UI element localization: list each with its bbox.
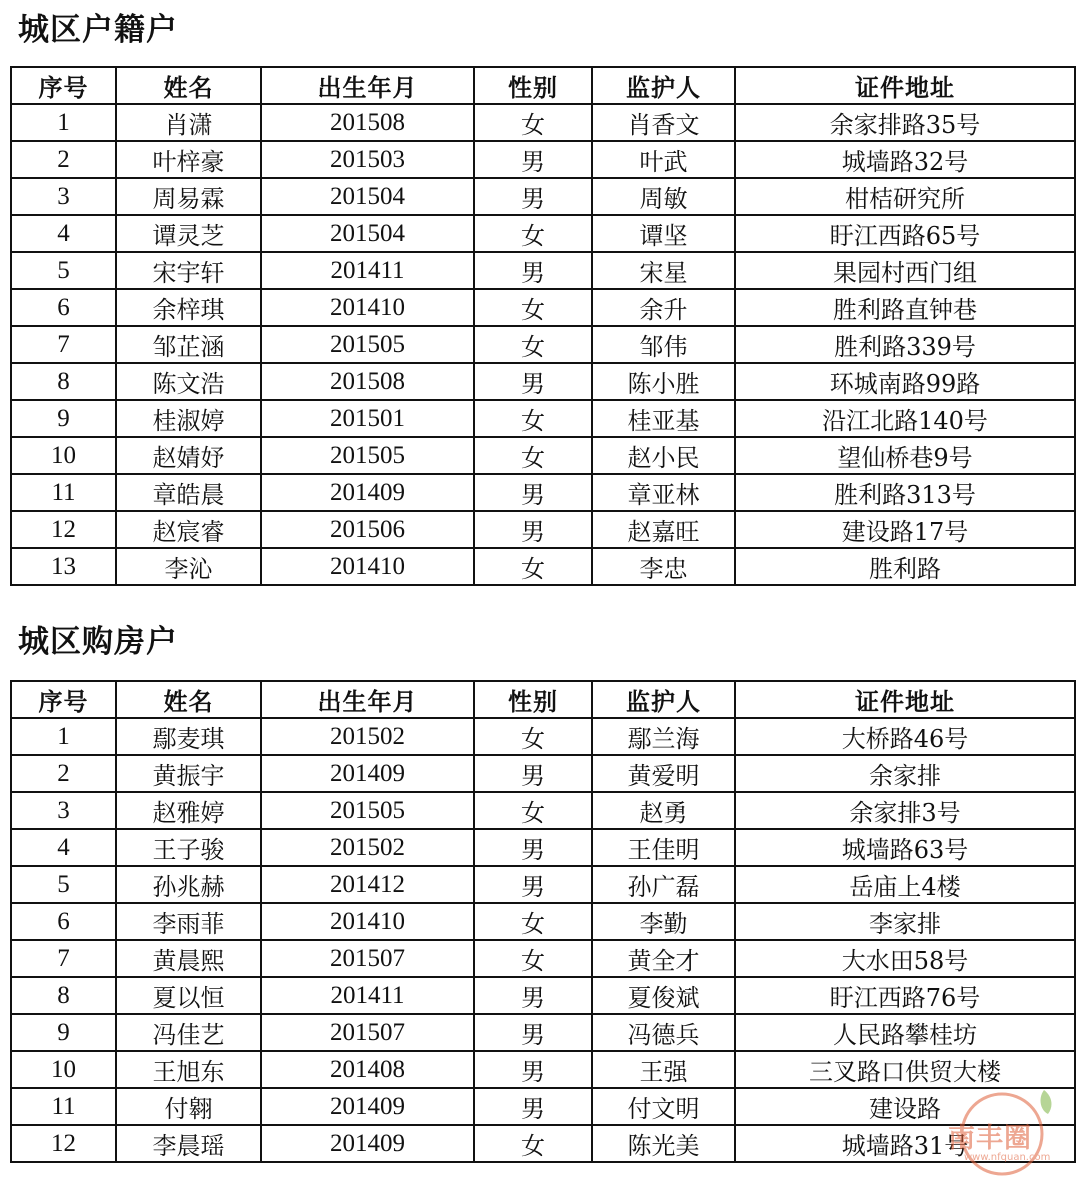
cell-address: 人民路攀桂坊: [735, 1014, 1075, 1051]
cell-birth: 201410: [261, 903, 474, 940]
cell-name: 冯佳艺: [116, 1014, 261, 1051]
cell-sex: 女: [474, 104, 592, 141]
cell-guardian: 付文明: [592, 1088, 735, 1125]
cell-sex: 女: [474, 215, 592, 252]
cell-name: 李晨瑶: [116, 1125, 261, 1162]
table-row: [11, 1014, 1075, 1051]
cell-sex: 女: [474, 1125, 592, 1162]
cell-birth: 201412: [261, 866, 474, 903]
cell-seq: 1: [11, 104, 116, 141]
cell-birth: 201506: [261, 511, 474, 548]
cell-birth: 201504: [261, 178, 474, 215]
cell-seq: 1: [11, 718, 116, 755]
cell-address: 城墙路32号: [735, 141, 1075, 178]
cell-address: 胜利路313号: [735, 474, 1075, 511]
cell-seq: 10: [11, 437, 116, 474]
cell-name: 黄振宇: [116, 755, 261, 792]
cell-seq: 8: [11, 977, 116, 1014]
header-seq: 序号: [11, 681, 116, 718]
cell-address: 李家排: [735, 903, 1075, 940]
cell-address: 城墙路31号: [735, 1125, 1075, 1162]
cell-seq: 9: [11, 400, 116, 437]
cell-address: 余家排3号: [735, 792, 1075, 829]
header-address: 证件地址: [735, 67, 1075, 104]
cell-address: 盱江西路76号: [735, 977, 1075, 1014]
cell-guardian: 叶武: [592, 141, 735, 178]
cell-seq: 3: [11, 178, 116, 215]
cell-sex: 男: [474, 141, 592, 178]
cell-guardian: 李勤: [592, 903, 735, 940]
cell-address: 胜利路直钟巷: [735, 289, 1075, 326]
cell-guardian: 宋星: [592, 252, 735, 289]
cell-seq: 7: [11, 326, 116, 363]
cell-birth: 201507: [261, 1014, 474, 1051]
cell-sex: 女: [474, 437, 592, 474]
cell-name: 陈文浩: [116, 363, 261, 400]
cell-name: 宋宇轩: [116, 252, 261, 289]
table-row: [11, 252, 1075, 289]
cell-name: 夏以恒: [116, 977, 261, 1014]
table-row: [11, 829, 1075, 866]
header-sex: 性别: [474, 681, 592, 718]
cell-name: 王子骏: [116, 829, 261, 866]
cell-birth: 201410: [261, 289, 474, 326]
cell-sex: 女: [474, 548, 592, 585]
cell-address: 环城南路99路: [735, 363, 1075, 400]
cell-address: 沿江北路140号: [735, 400, 1075, 437]
cell-guardian: 赵小民: [592, 437, 735, 474]
cell-name: 余梓琪: [116, 289, 261, 326]
cell-seq: 8: [11, 363, 116, 400]
cell-name: 桂淑婷: [116, 400, 261, 437]
cell-sex: 男: [474, 1088, 592, 1125]
table-row: [11, 141, 1075, 178]
cell-name: 邹芷涵: [116, 326, 261, 363]
cell-birth: 201409: [261, 474, 474, 511]
cell-guardian: 李忠: [592, 548, 735, 585]
cell-guardian: 赵嘉旺: [592, 511, 735, 548]
cell-seq: 7: [11, 940, 116, 977]
cell-birth: 201508: [261, 104, 474, 141]
cell-guardian: 陈光美: [592, 1125, 735, 1162]
cell-seq: 4: [11, 215, 116, 252]
watermark-logo: [940, 1082, 1070, 1178]
cell-seq: 4: [11, 829, 116, 866]
cell-name: 黄晨熙: [116, 940, 261, 977]
cell-address: 建设路17号: [735, 511, 1075, 548]
table-row: [11, 755, 1075, 792]
cell-address: 岳庙上4楼: [735, 866, 1075, 903]
cell-guardian: 谭坚: [592, 215, 735, 252]
cell-sex: 男: [474, 1051, 592, 1088]
cell-seq: 10: [11, 1051, 116, 1088]
header-address: 证件地址: [735, 681, 1075, 718]
table-row: [11, 548, 1075, 585]
cell-address: 城墙路63号: [735, 829, 1075, 866]
cell-name: 章皓晨: [116, 474, 261, 511]
table-row: [11, 1088, 1075, 1125]
cell-sex: 男: [474, 252, 592, 289]
cell-sex: 女: [474, 289, 592, 326]
roster-table-household-registered: [10, 66, 1076, 586]
table-row: [11, 178, 1075, 215]
table-row: [11, 289, 1075, 326]
table-row: [11, 977, 1075, 1014]
cell-guardian: 章亚林: [592, 474, 735, 511]
header-birth: 出生年月: [261, 681, 474, 718]
cell-seq: 11: [11, 474, 116, 511]
cell-sex: 女: [474, 792, 592, 829]
cell-address: 胜利路339号: [735, 326, 1075, 363]
cell-guardian: 王佳明: [592, 829, 735, 866]
cell-sex: 男: [474, 1014, 592, 1051]
cell-address: 建设路: [735, 1088, 1075, 1125]
cell-seq: 3: [11, 792, 116, 829]
cell-seq: 6: [11, 903, 116, 940]
cell-guardian: 肖香文: [592, 104, 735, 141]
cell-seq: 12: [11, 1125, 116, 1162]
cell-address: 大水田58号: [735, 940, 1075, 977]
cell-guardian: 赵勇: [592, 792, 735, 829]
cell-birth: 201501: [261, 400, 474, 437]
section-title-home-buyers: 城区购房户: [18, 624, 178, 660]
cell-name: 付翱: [116, 1088, 261, 1125]
table-header-row: [11, 67, 1075, 104]
cell-guardian: 黄全才: [592, 940, 735, 977]
cell-seq: 5: [11, 252, 116, 289]
cell-sex: 男: [474, 866, 592, 903]
cell-name: 鄢麦琪: [116, 718, 261, 755]
cell-sex: 女: [474, 718, 592, 755]
cell-name: 孙兆赫: [116, 866, 261, 903]
cell-birth: 201504: [261, 215, 474, 252]
cell-guardian: 周敏: [592, 178, 735, 215]
cell-seq: 5: [11, 866, 116, 903]
cell-birth: 201408: [261, 1051, 474, 1088]
header-guardian: 监护人: [592, 681, 735, 718]
cell-sex: 女: [474, 326, 592, 363]
table-row: [11, 511, 1075, 548]
cell-name: 赵婧妤: [116, 437, 261, 474]
cell-name: 王旭东: [116, 1051, 261, 1088]
cell-birth: 201409: [261, 1125, 474, 1162]
cell-sex: 女: [474, 400, 592, 437]
table-row: [11, 1125, 1075, 1162]
header-seq: 序号: [11, 67, 116, 104]
table-header-row: [11, 681, 1075, 718]
cell-seq: 11: [11, 1088, 116, 1125]
cell-seq: 2: [11, 141, 116, 178]
cell-name: 李雨菲: [116, 903, 261, 940]
table-row: [11, 326, 1075, 363]
cell-birth: 201502: [261, 718, 474, 755]
cell-sex: 男: [474, 474, 592, 511]
section-title-household-registered: 城区户籍户: [18, 12, 178, 48]
header-name: 姓名: [116, 67, 261, 104]
table-row: [11, 363, 1075, 400]
cell-seq: 12: [11, 511, 116, 548]
cell-guardian: 陈小胜: [592, 363, 735, 400]
table-row: [11, 215, 1075, 252]
cell-birth: 201411: [261, 252, 474, 289]
cell-sex: 男: [474, 178, 592, 215]
cell-address: 胜利路: [735, 548, 1075, 585]
header-sex: 性别: [474, 67, 592, 104]
cell-sex: 女: [474, 940, 592, 977]
cell-address: 余家排: [735, 755, 1075, 792]
table-row: [11, 903, 1075, 940]
cell-guardian: 孙广磊: [592, 866, 735, 903]
cell-address: 三叉路口供贸大楼: [735, 1051, 1075, 1088]
table-row: [11, 866, 1075, 903]
header-birth: 出生年月: [261, 67, 474, 104]
cell-birth: 201505: [261, 437, 474, 474]
cell-address: 大桥路46号: [735, 718, 1075, 755]
cell-sex: 男: [474, 363, 592, 400]
cell-seq: 2: [11, 755, 116, 792]
cell-name: 叶梓豪: [116, 141, 261, 178]
cell-name: 赵雅婷: [116, 792, 261, 829]
cell-seq: 9: [11, 1014, 116, 1051]
cell-birth: 201409: [261, 1088, 474, 1125]
cell-name: 肖潇: [116, 104, 261, 141]
cell-birth: 201505: [261, 326, 474, 363]
table-row: [11, 474, 1075, 511]
cell-seq: 13: [11, 548, 116, 585]
table-row: [11, 718, 1075, 755]
watermark-text: 南丰圈: [948, 1123, 1032, 1154]
cell-name: 李沁: [116, 548, 261, 585]
cell-birth: 201503: [261, 141, 474, 178]
cell-birth: 201505: [261, 792, 474, 829]
roster-table-home-buyers: [10, 680, 1076, 1163]
cell-address: 余家排路35号: [735, 104, 1075, 141]
header-name: 姓名: [116, 681, 261, 718]
cell-guardian: 王强: [592, 1051, 735, 1088]
cell-address: 盱江西路65号: [735, 215, 1075, 252]
table-row: [11, 792, 1075, 829]
cell-birth: 201508: [261, 363, 474, 400]
table-row: [11, 400, 1075, 437]
cell-birth: 201410: [261, 548, 474, 585]
cell-address: 果园村西门组: [735, 252, 1075, 289]
cell-guardian: 夏俊斌: [592, 977, 735, 1014]
cell-name: 周易霖: [116, 178, 261, 215]
cell-birth: 201507: [261, 940, 474, 977]
cell-name: 谭灵芝: [116, 215, 261, 252]
cell-address: 柑桔研究所: [735, 178, 1075, 215]
cell-guardian: 余升: [592, 289, 735, 326]
header-guardian: 监护人: [592, 67, 735, 104]
cell-guardian: 邹伟: [592, 326, 735, 363]
cell-guardian: 冯德兵: [592, 1014, 735, 1051]
table-row: [11, 940, 1075, 977]
cell-guardian: 桂亚基: [592, 400, 735, 437]
cell-address: 望仙桥巷9号: [735, 437, 1075, 474]
cell-sex: 女: [474, 903, 592, 940]
cell-sex: 男: [474, 829, 592, 866]
cell-birth: 201502: [261, 829, 474, 866]
cell-birth: 201411: [261, 977, 474, 1014]
watermark-url: www.nfquan.com: [964, 1152, 1051, 1163]
cell-birth: 201409: [261, 755, 474, 792]
cell-guardian: 鄢兰海: [592, 718, 735, 755]
cell-name: 赵宸睿: [116, 511, 261, 548]
cell-seq: 6: [11, 289, 116, 326]
table-row: [11, 104, 1075, 141]
table-row: [11, 437, 1075, 474]
cell-guardian: 黄爱明: [592, 755, 735, 792]
cell-sex: 男: [474, 977, 592, 1014]
cell-sex: 男: [474, 755, 592, 792]
table-row: [11, 1051, 1075, 1088]
cell-sex: 男: [474, 511, 592, 548]
